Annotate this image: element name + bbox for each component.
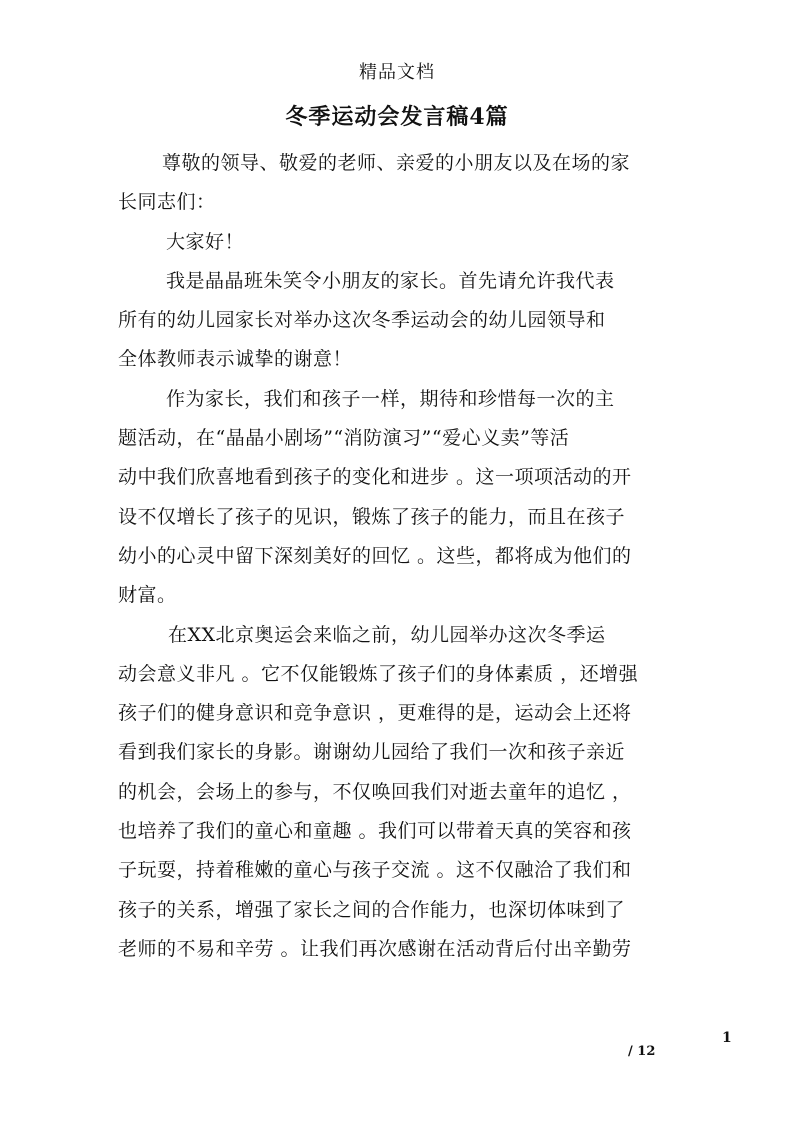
text-line: 大家好！ xyxy=(166,230,245,253)
text-line: 子玩耍，持着稚嫩的童心与孩子交流 。这不仅融洽了我们和 xyxy=(118,859,632,882)
text-line: 老师的不易和辛劳 。让我们再次感谢在活动背后付出辛勤劳 xyxy=(118,937,632,960)
text-line: 设不仅增长了孩子的见识，锻炼了孩子的能力，而且在孩子 xyxy=(118,505,626,528)
page-number: 1 xyxy=(722,1030,732,1046)
text-line: 孩子们的健身意识和竞争意识 ，更难得的是，运动会上还将 xyxy=(118,702,632,725)
text-line: 动会意义非凡 。它不仅能锻炼了孩子们的身体素质 ，还增强 xyxy=(118,662,639,685)
text-line: 在XX北京奥运会来临之前，幼儿园举办这次冬季运 xyxy=(168,623,606,646)
text-line: 我是晶晶班朱笑令小朋友的家长。首先请允许我代表 xyxy=(166,269,615,292)
text-line: 也培养了我们的童心和童趣 。我们可以带着天真的笑容和孩 xyxy=(118,820,632,843)
document-body xyxy=(118,144,678,969)
text-line: 看到我们家长的身影。谢谢幼儿园给了我们一次和孩子亲近 xyxy=(118,741,626,764)
text-line: 全体教师表示诚挚的谢意！ xyxy=(118,348,353,371)
text-line: 动中我们欣喜地看到孩子的变化和进步 。这一项项活动的开 xyxy=(118,466,632,489)
text-line: 孩子的关系，增强了家长之间的合作能力，也深切体味到了 xyxy=(118,898,626,921)
page-total: / 12 xyxy=(628,1044,656,1059)
document-title: 冬季运动会发言稿4篇 xyxy=(285,104,509,130)
text-line: 长同志们： xyxy=(118,191,216,214)
text-line: 题活动，在“晶晶小剧场”“消防演习”“爱心义卖”等活 xyxy=(118,427,570,450)
text-line: 的机会，会场上的参与，不仅唤回我们对逝去童年的追忆 ， xyxy=(118,780,632,803)
text-line: 幼小的心灵中留下深刻美好的回忆 。这些，都将成为他们的 xyxy=(118,544,632,567)
text-line: 财富。 xyxy=(118,584,177,607)
text-line: 作为家长，我们和孩子一样，期待和珍惜每一次的主 xyxy=(166,387,615,410)
text-line: 所有的幼儿园家长对举办这次冬季运动会的幼儿园领导和 xyxy=(118,309,606,332)
page-header: 精品文档 xyxy=(359,62,435,83)
text-line: 尊敬的领导、敬爱的老师、亲爱的小朋友以及在场的家 xyxy=(162,152,631,174)
